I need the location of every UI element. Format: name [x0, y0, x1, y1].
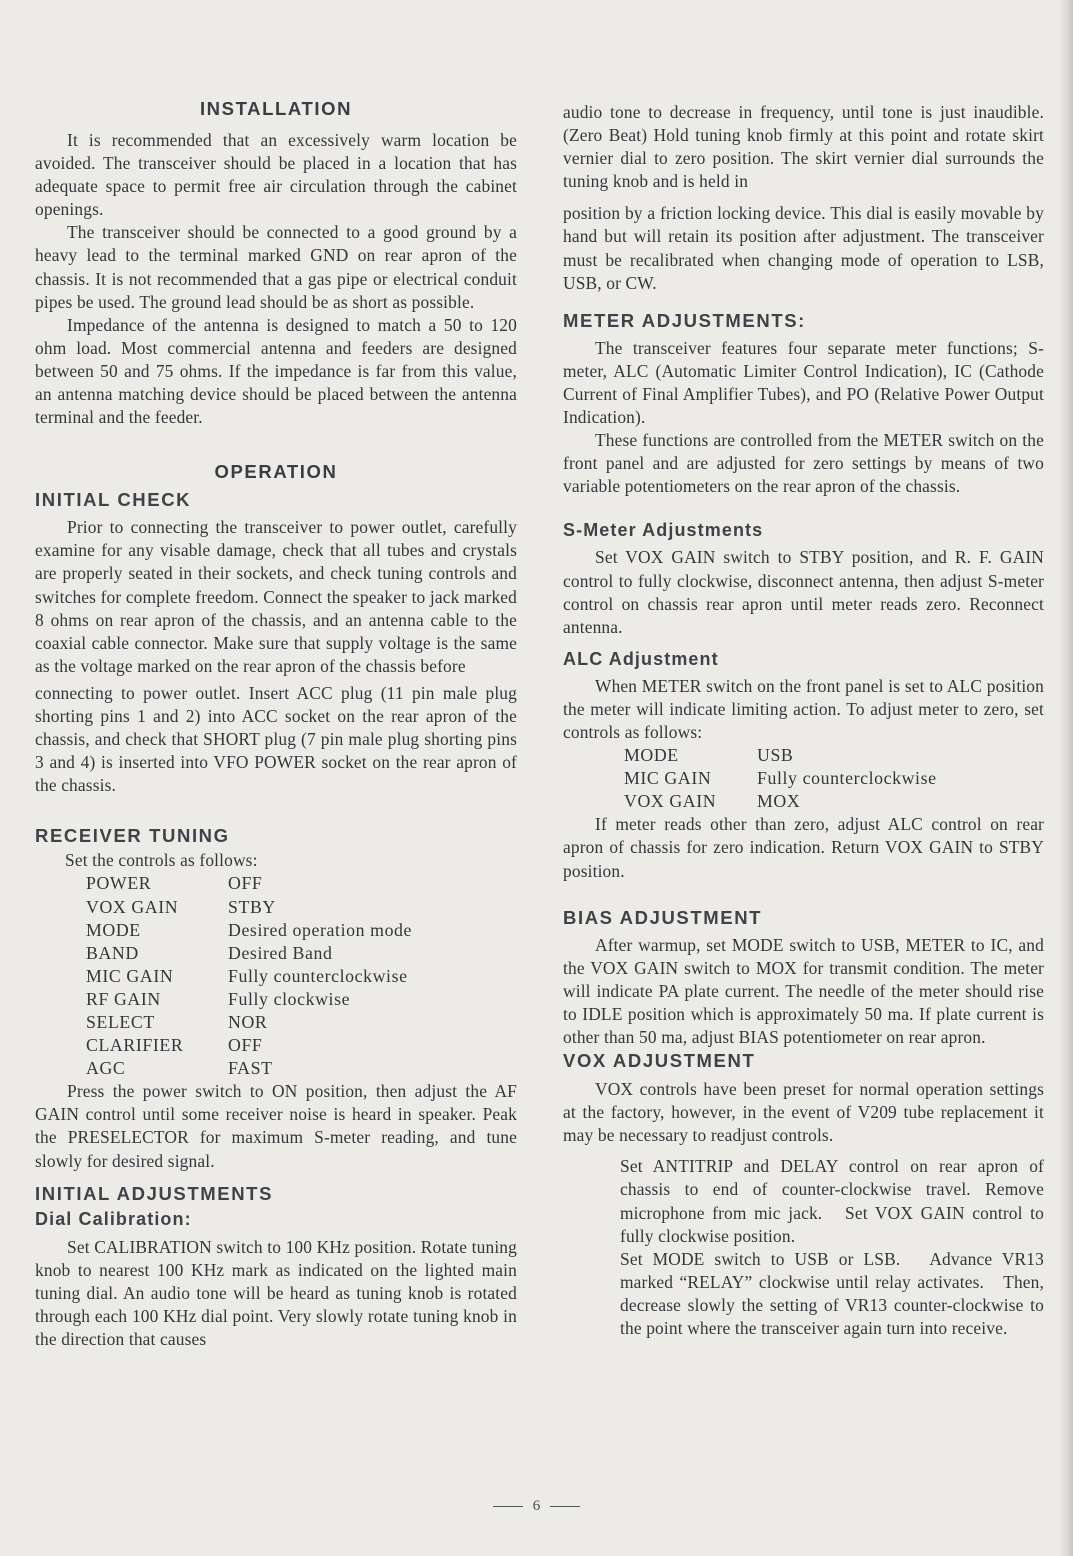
- control-setting: MOX: [757, 791, 801, 812]
- control-setting: FAST: [228, 1058, 273, 1079]
- control-setting: Fully counterclockwise: [757, 768, 937, 789]
- vox-paragraph-1: VOX controls have been preset for normal operation settings at the factory, however, in the event of V209 tube replacement it may be necessary to readjust controls.: [563, 1079, 1044, 1146]
- dial-calibration-continued-1: audio tone to decrease in frequency, until tone is just inaudible. (Zero Beat) Hold tuning knob firmly at this point and rotate skirt vernier dial to zero position. The skirt vernier dial surrounds the tuning knob and is held in: [563, 102, 1044, 192]
- control-name: SELECT: [86, 1012, 155, 1032]
- page-number-dash-right: [550, 1506, 580, 1507]
- receiver-tuning-settings-table: [86, 872, 412, 1080]
- control-name: AGC: [86, 1058, 126, 1079]
- page-number-dash-left: [493, 1506, 523, 1507]
- alc-paragraph-1: When METER switch on the front panel is set to ALC position the meter will indicate limiting action. To adjust meter to zero, set controls as follows:: [563, 675, 1044, 742]
- settings-row: [624, 790, 937, 813]
- alc-settings-table: [624, 744, 937, 813]
- receiver-tuning-paragraph: Press the power switch to ON position, then adjust the AF GAIN control until some receiver noise is heard in speaker. Peak the PRESELECTOR for maximum S-meter reading, and tune slowly for desired signal.: [35, 1081, 517, 1171]
- alc-paragraph-2: If meter reads other than zero, adjust ALC control on rear apron of chassis for zero indication. Return VOX GAIN to STBY position.: [563, 814, 1044, 881]
- receiver-tuning-heading: RECEIVER TUNING: [35, 825, 230, 847]
- control-setting: Desired Band: [228, 942, 333, 963]
- installation-paragraph-3: Impedance of the antenna is designed to match a 50 to 120 ohm load. Most commercial antenna and feeders are designed between 50 and 75 ohms. If the impedance is far from this value, an antenna matching device should be placed between the antenna terminal and the feeder.: [35, 314, 517, 428]
- operation-heading: OPERATION: [214, 461, 338, 483]
- control-setting: STBY: [228, 896, 276, 917]
- installation-paragraph-1: It is recommended that an excessively warm location be avoided. The transceiver should be placed in a location that has adequate space to permit free air circulation through the cabinet openings.: [35, 130, 517, 220]
- initial-check-paragraph-2: connecting to power outlet. Insert ACC plug (11 pin male plug shorting pins 1 and 2) into ACC socket on the rear apron of the chassis, and check that SHORT plug (7 pin male plug shorting pins 3 and 4) is inserted into VFO POWER socket on the rear apron of the chassis.: [35, 682, 517, 796]
- settings-row: [86, 896, 412, 919]
- receiver-tuning-intro: Set the controls as follows:: [65, 850, 258, 871]
- settings-row: [86, 965, 412, 988]
- control-setting: Desired operation mode: [228, 919, 413, 940]
- settings-row: [86, 1057, 412, 1080]
- page-number: [0, 1498, 1073, 1515]
- control-setting: OFF: [228, 873, 263, 894]
- vox-paragraph-3: Set MODE switch to USB or LSB. Advance VR13 marked “RELAY” clockwise until relay activates. Then, decrease slowly the setting of VR13 counter-clockwise to the point where the transceiver again turn into receive.: [620, 1248, 1049, 1339]
- alc-adjustment-heading: ALC Adjustment: [563, 648, 719, 669]
- control-name: RF GAIN: [86, 988, 161, 1009]
- meter-adjustments-paragraph-2: These functions are controlled from the METER switch on the front panel and are adjusted for zero settings by means of two variable potentiometers on the rear apron of the chassis.: [563, 430, 1044, 497]
- bias-paragraph: After warmup, set MODE switch to USB, METER to IC, and the VOX GAIN switch to MOX for transmit condition. The meter will indicate PA plate current. The needle of the meter should rise to IDLE position which is approximately 50 ma. If plate current is other than 50 ma, adjust BIAS potentiometer on rear apron.: [563, 934, 1044, 1047]
- vox-adjustment-heading: VOX ADJUSTMENT: [563, 1050, 756, 1072]
- dial-calibration-continued-2: position by a friction locking device. This dial is easily movable by hand but will retain its position after adjustment. The transceiver must be recalibrated when changing mode of operation to LSB, USB, or CW.: [563, 203, 1044, 293]
- control-setting: Fully clockwise: [228, 988, 351, 1009]
- page-edge: [1059, 0, 1073, 1556]
- vox-procedure: [620, 1155, 1049, 1340]
- meter-adjustments-heading: METER ADJUSTMENTS:: [563, 309, 806, 331]
- control-setting: NOR: [228, 1012, 268, 1032]
- left-column: [35, 98, 517, 1351]
- settings-row: [86, 1034, 412, 1057]
- control-name: MIC GAIN: [624, 768, 712, 789]
- control-name: BAND: [86, 942, 139, 963]
- bias-adjustment-heading: BIAS ADJUSTMENT: [563, 906, 763, 928]
- s-meter-paragraph: Set VOX GAIN switch to STBY position, and R. F. GAIN control to fully clockwise, disconnect antenna, then adjust S-meter control on chassis rear apron until meter reads zero. Reconnect antenna.: [563, 547, 1044, 637]
- settings-row: [86, 1011, 412, 1034]
- installation-paragraph-2: The transceiver should be connected to a good ground by a heavy lead to the terminal marked GND on rear apron of the chassis. It is not recommended that a gas pipe or electrical conduit pipes be used. The ground lead should be as short as possible.: [35, 222, 517, 312]
- control-name: CLARIFIER: [86, 1035, 184, 1056]
- dial-calibration-paragraph: Set CALIBRATION switch to 100 KHz position. Rotate tuning knob to nearest 100 KHz mark as indicated on the lighted main tuning dial. An audio tone will be heard as tuning knob is rotated through each 100 KHz dial point. Very slowly rotate tuning knob in the direction that causes: [35, 1236, 517, 1350]
- settings-row: [86, 872, 412, 895]
- settings-row: [624, 744, 937, 767]
- control-name: MIC GAIN: [86, 965, 174, 986]
- settings-row: [86, 919, 412, 942]
- meter-adjustments-paragraph-1: The transceiver features four separate meter functions; S-meter, ALC (Automatic Limiter Control Indication), IC (Cathode Current of Final Amplifier Tubes), and PO (Relative Power Output Indication).: [563, 337, 1044, 428]
- installation-heading: INSTALLATION: [199, 98, 353, 119]
- control-name: MODE: [86, 919, 141, 940]
- settings-row: [86, 942, 412, 965]
- control-setting: Fully counterclockwise: [228, 965, 408, 986]
- initial-adjustments-heading: INITIAL ADJUSTMENTS: [35, 1182, 274, 1204]
- control-setting: OFF: [228, 1035, 263, 1056]
- control-setting: USB: [757, 745, 794, 766]
- page-number-text: 6: [532, 1498, 541, 1514]
- initial-check-paragraph-1: Prior to connecting the transceiver to power outlet, carefully examine for any visable damage, check that all tubes and crystals are properly seated in their sockets, and check tuning controls and switches for complete freedom. Connect the speaker to jack marked 8 ohms on rear apron of the chassis, and an antenna cable to the coaxial cable connector. Make sure that supply voltage is the same as the voltage marked on the rear apron of the chassis before: [35, 517, 518, 676]
- control-name: MODE: [624, 745, 679, 766]
- right-column: [563, 101, 1049, 1340]
- control-name: VOX GAIN: [86, 896, 179, 917]
- vox-paragraph-2: Set ANTITRIP and DELAY control on rear apron of chassis to end of counter-clockwise travel. Remove microphone from mic jack. Set VOX GAIN control to fully clockwise position.: [620, 1156, 1049, 1246]
- settings-row: [624, 767, 937, 790]
- control-name: POWER: [86, 873, 152, 894]
- dial-calibration-heading: Dial Calibration:: [35, 1208, 192, 1229]
- initial-check-heading: INITIAL CHECK: [35, 489, 192, 511]
- settings-row: [86, 988, 412, 1011]
- control-name: VOX GAIN: [624, 791, 717, 812]
- s-meter-adjustments-heading: S-Meter Adjustments: [563, 520, 764, 541]
